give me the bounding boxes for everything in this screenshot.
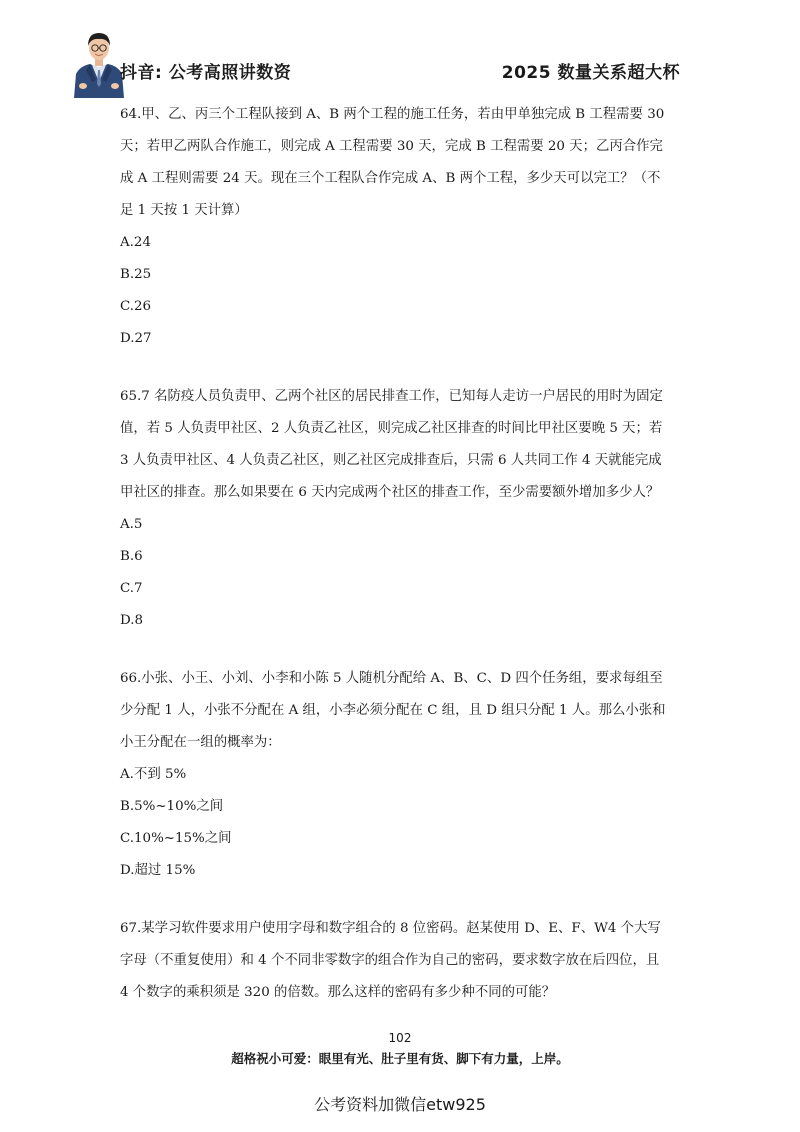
stem-line: 字母（不重复使用）和 4 个不同非零数字的组合作为自己的密码，要求数字放在后四位，且 [120,953,660,968]
stem-line: 成 A 工程则需要 24 天。现在三个工程队合作完成 A、B 两个工程，多少天可以完工？（不 [120,171,661,186]
question-66 [120,663,682,887]
stem-line: 67.某学习软件要求用户使用字母和数字组合的 8 位密码。赵某使用 D、E、F、W4 个大写 [120,921,661,936]
option-list [120,227,682,355]
question-64 [120,99,682,355]
stem-line: 65.7 名防疫人员负责甲、乙两个社区的居民排查工作，已知每人走访一户居民的用时为固定 [120,389,663,404]
stem-line: 足 1 天按 1 天计算） [120,203,248,218]
option-d: D.超过 15% [120,863,196,878]
stem-line: 甲社区的排查。那么如果要在 6 天内完成两个社区的排查工作，至少需要额外增加多少人？ [120,485,660,500]
option-a: A.24 [120,235,151,250]
header-right-title: 2025 数量关系超大杯 [501,63,680,83]
stem-line: 小王分配在一组的概率为： [120,735,281,750]
stem-line: 值，若 5 人负责甲社区、2 人负责乙社区，则完成乙社区排查的时间比甲社区要晚 5 天；若 [120,421,663,436]
question-stem [120,913,682,1009]
question-65 [120,381,682,637]
option-b: B.5%~10%之间 [120,799,224,814]
footer-slogan: 超格祝小可爱：眼里有光、肚子里有货、脚下有力量，上岸。 [231,1051,569,1066]
option-c: C.10%~15%之间 [120,831,232,846]
option-c: C.7 [120,581,143,596]
option-a: A.不到 5% [120,767,187,782]
stem-line: 66.小张、小王、小刘、小李和小陈 5 人随机分配给 A、B、C、D 四个任务组，要求每组至 [120,671,663,686]
option-a: A.5 [120,517,143,532]
page-number: 102 [388,1031,412,1045]
stem-line: 天；若甲乙两队合作施工，则完成 A 工程需要 30 天，完成 B 工程需要 20 天；乙丙合作完 [120,139,663,154]
stem-line: 少分配 1 人，小张不分配在 A 组，小李必须分配在 C 组，且 D 组只分配 1 人。那么小张和 [120,703,666,718]
stem-line: 3 人负责甲社区、4 人负责乙社区，则乙社区完成排查后，只需 6 人共同工作 4 天就能完成 [120,453,662,468]
author-avatar [72,24,126,98]
option-d: D.27 [120,331,152,346]
option-b: B.6 [120,549,143,564]
option-c: C.26 [120,299,152,314]
question-stem [120,99,682,227]
option-list [120,759,682,887]
option-list [120,509,682,637]
question-67 [120,913,682,1009]
question-stem [120,381,682,509]
stem-line: 64.甲、乙、丙三个工程队接到 A、B 两个工程的施工任务，若由甲单独完成 B 工程需要 30 [120,107,665,122]
option-b: B.25 [120,267,152,282]
option-d: D.8 [120,613,144,628]
header-left-title: 抖音: 公考高照讲数资 [120,63,292,83]
stem-line: 4 个数字的乘积须是 320 的倍数。那么这样的密码有多少种不同的可能？ [120,985,556,1000]
footer-wechat-note: 公考资料加微信etw925 [314,1095,486,1114]
question-stem [120,663,682,759]
